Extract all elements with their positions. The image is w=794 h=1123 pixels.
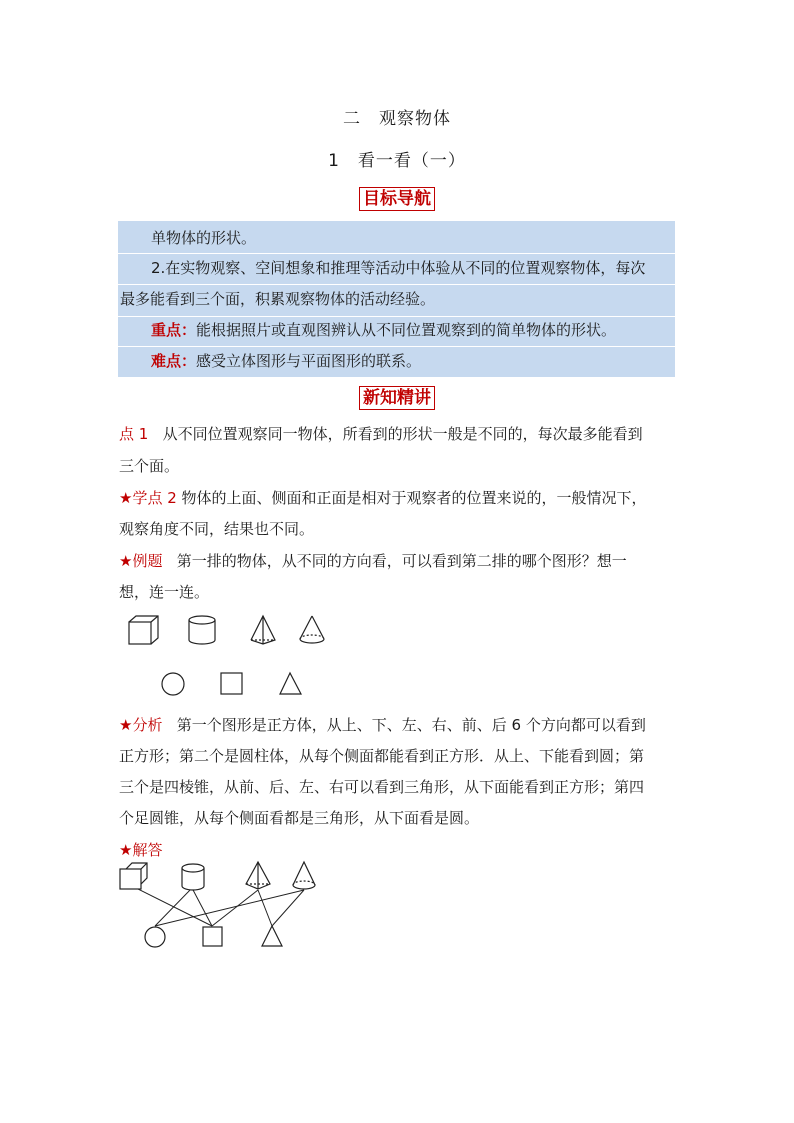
point-2-line-a — [119, 488, 679, 508]
goal-line-1: 单物体的形状。 — [151, 229, 257, 247]
key-point-label: 重点： — [151, 321, 197, 339]
square-icon — [203, 927, 222, 946]
lesson-title: 1 看一看（一） — [328, 151, 466, 171]
example-text-a: 第一排的物体，从不同的方向看，可以看到第二排的哪个图形？想一 — [176, 552, 627, 570]
difficulty-label: 难点： — [151, 352, 197, 370]
answer-label: ★解答 — [119, 841, 163, 859]
cone-icon — [300, 616, 324, 643]
example-solids-row — [118, 612, 348, 652]
analysis-text-c: 三个是四棱锥，从前、后、左、右可以看到三角形，从下面能看到正方形；第四 — [119, 778, 645, 796]
divider — [118, 253, 675, 254]
goals-heading: 目标导航 — [359, 187, 435, 211]
goals-panel — [118, 221, 675, 377]
analysis-text-b: 正方形；第二个是圆柱体，从每个侧面都能看到正方形．从上、下能看到圆；第 — [119, 747, 645, 765]
new-knowledge-heading: 新知精讲 — [359, 386, 435, 410]
cone-icon — [293, 862, 315, 889]
cylinder-icon — [182, 864, 204, 890]
answer-figure — [112, 860, 342, 952]
example-text-b: 想，连一连。 — [119, 583, 210, 601]
divider — [118, 346, 675, 347]
pyramid-icon — [246, 862, 270, 889]
square-icon — [221, 673, 242, 694]
difficulty-text: 感受立体图形与平面图形的联系。 — [196, 352, 422, 370]
goal-line-3: 最多能看到三个面，积累观察物体的活动经验。 — [120, 290, 436, 308]
point-1-text-a: 从不同位置观察同一物体，所看到的形状一般是不同的，每次最多能看到 — [162, 425, 643, 443]
example-label: ★例题 — [119, 552, 163, 570]
cylinder-icon — [189, 616, 215, 644]
cube-icon — [120, 863, 147, 889]
divider — [118, 316, 675, 317]
circle-icon — [145, 927, 165, 947]
point-2-text-a: 物体的上面、侧面和正面是相对于观察者的位置来说的，一般情况下， — [181, 489, 647, 507]
point-2-label: ★学点 2 — [119, 489, 177, 507]
example-line-a — [119, 551, 679, 571]
divider — [118, 284, 675, 285]
section-title: 二 观察物体 — [343, 109, 451, 129]
point-1-label: 点 1 — [119, 425, 149, 443]
analysis-line-a — [119, 715, 679, 735]
point-1-text-b: 三个面。 — [119, 457, 180, 475]
example-shapes-row — [155, 670, 315, 700]
analysis-text-d: 个足圆锥，从每个侧面看都是三角形，从下面看是圆。 — [119, 809, 480, 827]
triangle-icon — [262, 926, 282, 946]
point-2-text-b: 观察角度不同，结果也不同。 — [119, 520, 315, 538]
answer-connector-lines — [136, 888, 304, 926]
difficulty-line — [118, 351, 708, 371]
pyramid-icon — [251, 616, 275, 644]
key-point-text: 能根据照片或直观图辨认从不同位置观察到的简单物体的形状。 — [196, 321, 617, 339]
analysis-label: ★分析 — [119, 716, 163, 734]
key-point-line — [118, 320, 708, 340]
point-1-line-a — [119, 424, 679, 444]
cube-icon — [129, 616, 158, 644]
analysis-text-a: 第一个图形是正方体，从上、下、左、右、前、后 6 个方向都可以看到 — [176, 716, 646, 734]
triangle-icon — [280, 673, 301, 694]
goal-line-2: 2.在实物观察、空间想象和推理等活动中体验从不同的位置观察物体，每次 — [151, 259, 646, 277]
circle-icon — [162, 673, 184, 695]
